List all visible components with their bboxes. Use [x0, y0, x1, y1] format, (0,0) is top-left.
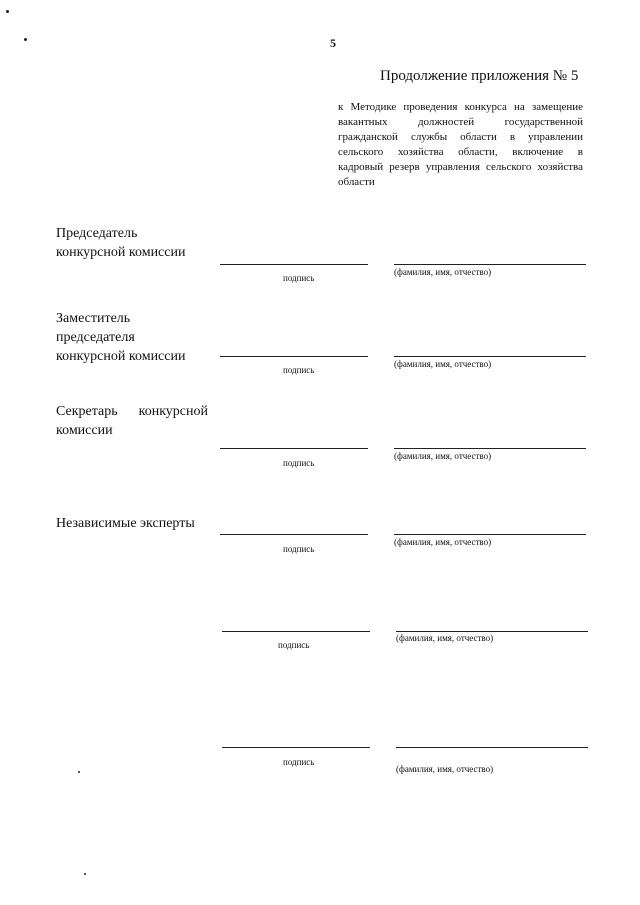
- name-line: [394, 448, 586, 449]
- name-caption: (фамилия, имя, отчество): [396, 633, 494, 643]
- role-line: Заместитель: [56, 311, 131, 326]
- signature-line: [222, 747, 370, 748]
- role-chairman: [56, 224, 185, 262]
- name-line: [396, 747, 588, 748]
- role-secretary: [56, 402, 208, 440]
- role-deputy-chairman: [56, 309, 185, 366]
- signature-line: [222, 631, 370, 632]
- signature-caption: подпись: [278, 640, 310, 650]
- page-number: 5: [330, 36, 336, 50]
- name-caption: (фамилия, имя, отчество): [394, 359, 492, 369]
- role-line: комиссии: [56, 423, 113, 438]
- role-line: конкурсной комиссии: [56, 349, 186, 364]
- signature-caption: подпись: [283, 544, 315, 554]
- signature-caption: подпись: [283, 458, 315, 468]
- role-line: Председатель: [56, 226, 138, 241]
- name-caption: (фамилия, имя, отчество): [394, 451, 492, 461]
- role-line: Независимые эксперты: [56, 516, 195, 531]
- name-caption: (фамилия, имя, отчество): [394, 267, 492, 277]
- name-caption: (фамилия, имя, отчество): [396, 764, 494, 774]
- scan-mark: [84, 873, 86, 875]
- signature-caption: подпись: [283, 273, 315, 283]
- role-line: конкурсной комиссии: [56, 245, 186, 260]
- signature-line: [220, 448, 368, 449]
- name-line: [396, 631, 588, 632]
- appendix-text: к Методике проведения конкурса на замещение вакантных должностей государственной гражданской службы области в управлении сельского хозяйства области, включение в кадровый резерв управления сельского хозяйства области: [338, 101, 583, 188]
- name-line: [394, 264, 586, 265]
- role-line: председателя: [56, 330, 135, 345]
- role-line: Секретарь конкурсной: [56, 404, 208, 419]
- appendix-title: Продолжение приложения № 5: [380, 68, 579, 84]
- scan-mark: [24, 38, 27, 41]
- signature-caption: подпись: [283, 757, 315, 767]
- signature-line: [220, 264, 368, 265]
- signature-caption: подпись: [283, 365, 315, 375]
- signature-line: [220, 534, 368, 535]
- name-line: [394, 356, 586, 357]
- scan-mark: [6, 10, 9, 13]
- signature-line: [220, 356, 368, 357]
- name-caption: (фамилия, имя, отчество): [394, 537, 492, 547]
- role-experts: [56, 514, 195, 533]
- name-line: [394, 534, 586, 535]
- scan-mark: [78, 771, 80, 773]
